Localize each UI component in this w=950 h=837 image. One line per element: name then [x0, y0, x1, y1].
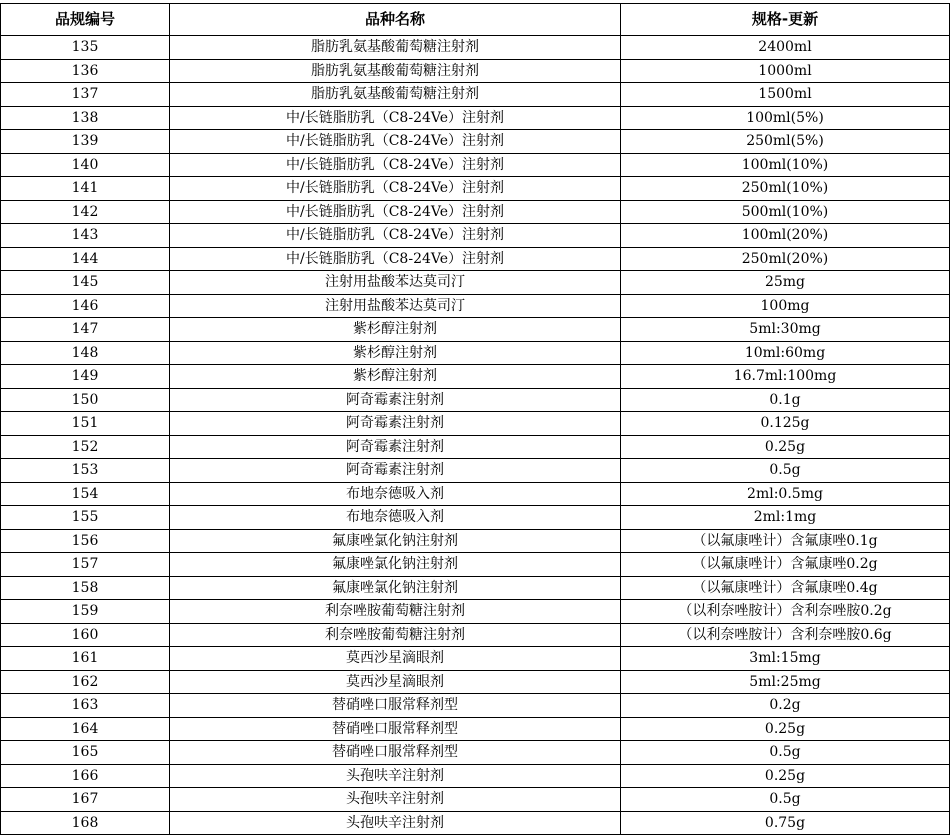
cell-spec-id: 167	[1, 788, 170, 812]
cell-spec-id: 164	[1, 717, 170, 741]
table-row	[1, 506, 950, 530]
table-row	[1, 412, 950, 436]
cell-spec-id: 148	[1, 341, 170, 365]
cell-drug-name: 紫杉醇注射剂	[170, 341, 621, 365]
cell-spec-id: 149	[1, 365, 170, 389]
cell-spec-id: 144	[1, 247, 170, 271]
table-row	[1, 106, 950, 130]
table-body	[1, 36, 950, 835]
cell-drug-name: 头孢呋辛注射剂	[170, 788, 621, 812]
cell-drug-name: 阿奇霉素注射剂	[170, 388, 621, 412]
cell-spec-id: 153	[1, 459, 170, 483]
cell-drug-name: 阿奇霉素注射剂	[170, 459, 621, 483]
table-row	[1, 482, 950, 506]
table-row	[1, 600, 950, 624]
cell-spec-update: （以利奈唑胺计）含利奈唑胺0.2g	[621, 600, 950, 624]
table-header	[1, 4, 950, 36]
table-row	[1, 341, 950, 365]
cell-spec-id: 154	[1, 482, 170, 506]
cell-spec-update: （以氟康唑计）含氟康唑0.4g	[621, 576, 950, 600]
table-row	[1, 647, 950, 671]
table-row	[1, 36, 950, 60]
cell-spec-id: 158	[1, 576, 170, 600]
table-row	[1, 224, 950, 248]
table-row	[1, 764, 950, 788]
cell-spec-id: 156	[1, 529, 170, 553]
cell-drug-name: 氟康唑氯化钠注射剂	[170, 529, 621, 553]
table-row	[1, 388, 950, 412]
table-row	[1, 318, 950, 342]
cell-spec-id: 162	[1, 670, 170, 694]
cell-drug-name: 脂肪乳氨基酸葡萄糖注射剂	[170, 59, 621, 83]
cell-spec-update: 2400ml	[621, 36, 950, 60]
drug-spec-table	[0, 3, 950, 835]
table-row	[1, 553, 950, 577]
cell-spec-update: 16.7ml:100mg	[621, 365, 950, 389]
cell-spec-update: 250ml(20%)	[621, 247, 950, 271]
table-row	[1, 294, 950, 318]
cell-spec-id: 146	[1, 294, 170, 318]
table-row	[1, 694, 950, 718]
cell-spec-id: 147	[1, 318, 170, 342]
cell-spec-update: 0.25g	[621, 764, 950, 788]
table-row	[1, 529, 950, 553]
table-row	[1, 717, 950, 741]
cell-drug-name: 莫西沙星滴眼剂	[170, 670, 621, 694]
table-row	[1, 788, 950, 812]
cell-drug-name: 莫西沙星滴眼剂	[170, 647, 621, 671]
cell-spec-update: 250ml(10%)	[621, 177, 950, 201]
cell-spec-update: 3ml:15mg	[621, 647, 950, 671]
table-row	[1, 130, 950, 154]
cell-drug-name: 脂肪乳氨基酸葡萄糖注射剂	[170, 83, 621, 107]
cell-spec-update: 25mg	[621, 271, 950, 295]
cell-spec-id: 163	[1, 694, 170, 718]
cell-spec-id: 136	[1, 59, 170, 83]
cell-spec-id: 155	[1, 506, 170, 530]
cell-spec-id: 135	[1, 36, 170, 60]
cell-spec-id: 161	[1, 647, 170, 671]
cell-spec-update: 10ml:60mg	[621, 341, 950, 365]
cell-spec-id: 150	[1, 388, 170, 412]
cell-spec-update: 0.5g	[621, 459, 950, 483]
cell-drug-name: 替硝唑口服常释剂型	[170, 741, 621, 765]
cell-spec-id: 141	[1, 177, 170, 201]
cell-spec-update: 100mg	[621, 294, 950, 318]
cell-spec-id: 160	[1, 623, 170, 647]
cell-spec-update: 0.25g	[621, 435, 950, 459]
cell-spec-id: 143	[1, 224, 170, 248]
cell-spec-update: 0.1g	[621, 388, 950, 412]
table-row	[1, 623, 950, 647]
cell-spec-update: 0.125g	[621, 412, 950, 436]
cell-drug-name: 中/长链脂肪乳（C8-24Ve）注射剂	[170, 177, 621, 201]
cell-spec-id: 151	[1, 412, 170, 436]
table-row	[1, 271, 950, 295]
cell-spec-id: 145	[1, 271, 170, 295]
cell-drug-name: 中/长链脂肪乳（C8-24Ve）注射剂	[170, 130, 621, 154]
table-row	[1, 670, 950, 694]
cell-drug-name: 替硝唑口服常释剂型	[170, 717, 621, 741]
cell-drug-name: 氟康唑氯化钠注射剂	[170, 553, 621, 577]
table-row	[1, 741, 950, 765]
cell-drug-name: 中/长链脂肪乳（C8-24Ve）注射剂	[170, 153, 621, 177]
cell-drug-name: 中/长链脂肪乳（C8-24Ve）注射剂	[170, 247, 621, 271]
cell-drug-name: 紫杉醇注射剂	[170, 365, 621, 389]
cell-drug-name: 头孢呋辛注射剂	[170, 811, 621, 835]
cell-spec-id: 142	[1, 200, 170, 224]
cell-drug-name: 布地奈德吸入剂	[170, 506, 621, 530]
table-row	[1, 200, 950, 224]
cell-drug-name: 注射用盐酸苯达莫司汀	[170, 294, 621, 318]
cell-spec-update: （以氟康唑计）含氟康唑0.1g	[621, 529, 950, 553]
table-row	[1, 247, 950, 271]
cell-spec-update: 250ml(5%)	[621, 130, 950, 154]
cell-drug-name: 脂肪乳氨基酸葡萄糖注射剂	[170, 36, 621, 60]
cell-drug-name: 氟康唑氯化钠注射剂	[170, 576, 621, 600]
cell-spec-update: （以利奈唑胺计）含利奈唑胺0.6g	[621, 623, 950, 647]
cell-drug-name: 阿奇霉素注射剂	[170, 412, 621, 436]
cell-spec-update: 100ml(5%)	[621, 106, 950, 130]
cell-spec-update: 2ml:1mg	[621, 506, 950, 530]
table-row	[1, 576, 950, 600]
table-row	[1, 153, 950, 177]
cell-spec-update: 100ml(10%)	[621, 153, 950, 177]
cell-drug-name: 头孢呋辛注射剂	[170, 764, 621, 788]
table-row	[1, 365, 950, 389]
cell-spec-id: 137	[1, 83, 170, 107]
cell-spec-id: 157	[1, 553, 170, 577]
table-row	[1, 811, 950, 835]
cell-spec-id: 166	[1, 764, 170, 788]
cell-drug-name: 注射用盐酸苯达莫司汀	[170, 271, 621, 295]
cell-spec-update: 1000ml	[621, 59, 950, 83]
cell-drug-name: 利奈唑胺葡萄糖注射剂	[170, 623, 621, 647]
table-row	[1, 177, 950, 201]
cell-spec-update: 5ml:25mg	[621, 670, 950, 694]
cell-spec-id: 140	[1, 153, 170, 177]
cell-spec-update: 0.75g	[621, 811, 950, 835]
header-spec-id: 品规编号	[1, 4, 170, 36]
cell-spec-id: 165	[1, 741, 170, 765]
cell-spec-update: 5ml:30mg	[621, 318, 950, 342]
cell-spec-update: 0.5g	[621, 741, 950, 765]
cell-drug-name: 阿奇霉素注射剂	[170, 435, 621, 459]
cell-drug-name: 布地奈德吸入剂	[170, 482, 621, 506]
cell-spec-id: 138	[1, 106, 170, 130]
cell-drug-name: 中/长链脂肪乳（C8-24Ve）注射剂	[170, 224, 621, 248]
cell-spec-id: 139	[1, 130, 170, 154]
table-row	[1, 83, 950, 107]
cell-spec-update: 100ml(20%)	[621, 224, 950, 248]
header-drug-name: 品种名称	[170, 4, 621, 36]
cell-spec-update: 0.25g	[621, 717, 950, 741]
cell-spec-update: 500ml(10%)	[621, 200, 950, 224]
cell-spec-update: 2ml:0.5mg	[621, 482, 950, 506]
cell-drug-name: 紫杉醇注射剂	[170, 318, 621, 342]
cell-spec-id: 168	[1, 811, 170, 835]
cell-spec-id: 152	[1, 435, 170, 459]
table-row	[1, 435, 950, 459]
cell-drug-name: 利奈唑胺葡萄糖注射剂	[170, 600, 621, 624]
cell-spec-update: 0.5g	[621, 788, 950, 812]
cell-drug-name: 替硝唑口服常释剂型	[170, 694, 621, 718]
cell-drug-name: 中/长链脂肪乳（C8-24Ve）注射剂	[170, 200, 621, 224]
cell-spec-update: （以氟康唑计）含氟康唑0.2g	[621, 553, 950, 577]
header-spec-update: 规格-更新	[621, 4, 950, 36]
cell-spec-update: 1500ml	[621, 83, 950, 107]
cell-drug-name: 中/长链脂肪乳（C8-24Ve）注射剂	[170, 106, 621, 130]
cell-spec-id: 159	[1, 600, 170, 624]
cell-spec-update: 0.2g	[621, 694, 950, 718]
table-row	[1, 459, 950, 483]
table-row	[1, 59, 950, 83]
header-row	[1, 4, 950, 36]
